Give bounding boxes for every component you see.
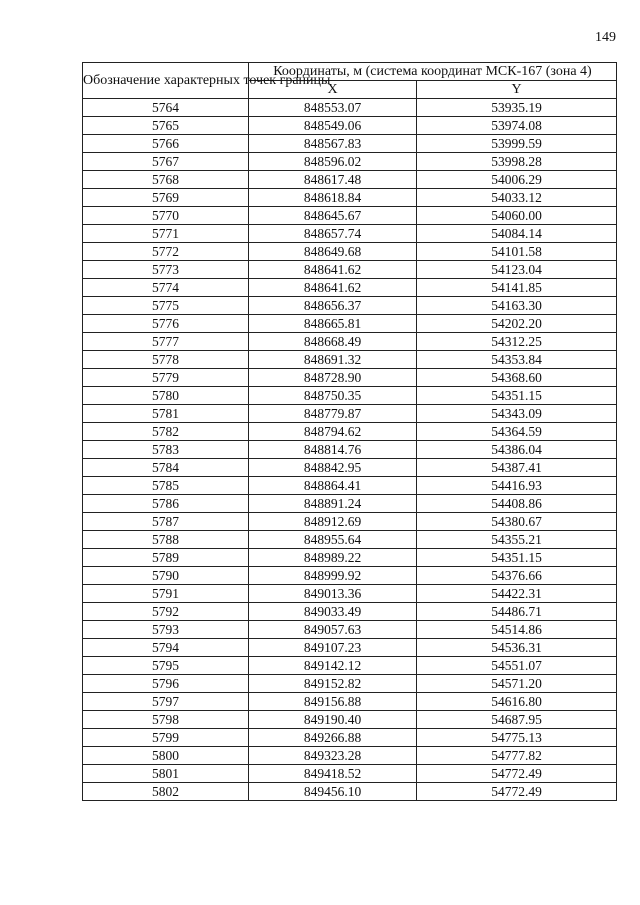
- table-row: [83, 585, 617, 603]
- table-row: [83, 783, 617, 801]
- point-id-cell: 5789: [83, 549, 249, 567]
- point-id-cell: 5779: [83, 369, 249, 387]
- y-coordinate-cell: 54202.20: [417, 315, 617, 333]
- x-coordinate-cell: 849266.88: [249, 729, 417, 747]
- y-coordinate-cell: 54368.60: [417, 369, 617, 387]
- x-coordinate-cell: 848549.06: [249, 117, 417, 135]
- x-coordinate-cell: 848665.81: [249, 315, 417, 333]
- table-row: [83, 765, 617, 783]
- page-number: 149: [595, 30, 616, 45]
- y-coordinate-cell: 54422.31: [417, 585, 617, 603]
- y-coordinate-cell: 54777.82: [417, 747, 617, 765]
- y-coordinate-cell: 54536.31: [417, 639, 617, 657]
- table-row: [83, 351, 617, 369]
- x-coordinate-cell: 848596.02: [249, 153, 417, 171]
- point-id-cell: 5798: [83, 711, 249, 729]
- table-row: [83, 423, 617, 441]
- y-coordinate-cell: 54123.04: [417, 261, 617, 279]
- table-row: [83, 405, 617, 423]
- point-id-cell: 5791: [83, 585, 249, 603]
- x-coordinate-cell: 848553.07: [249, 99, 417, 117]
- point-id-cell: 5797: [83, 693, 249, 711]
- y-coordinate-cell: 54101.58: [417, 243, 617, 261]
- x-coordinate-cell: 848842.95: [249, 459, 417, 477]
- point-id-cell: 5785: [83, 477, 249, 495]
- x-coordinate-cell: 848691.32: [249, 351, 417, 369]
- table-row: [83, 387, 617, 405]
- table-row: [83, 459, 617, 477]
- y-coordinate-cell: 54355.21: [417, 531, 617, 549]
- x-coordinate-cell: 848814.76: [249, 441, 417, 459]
- table-row: [83, 495, 617, 513]
- y-coordinate-cell: 53999.59: [417, 135, 617, 153]
- y-coordinate-cell: 54351.15: [417, 549, 617, 567]
- table-header: [83, 63, 617, 99]
- y-coordinate-cell: 54775.13: [417, 729, 617, 747]
- x-coordinate-cell: 848989.22: [249, 549, 417, 567]
- table-row: [83, 639, 617, 657]
- table-row: [83, 549, 617, 567]
- x-coordinate-cell: 848728.90: [249, 369, 417, 387]
- point-id-cell: 5774: [83, 279, 249, 297]
- x-coordinate-cell: 849057.63: [249, 621, 417, 639]
- point-id-cell: 5777: [83, 333, 249, 351]
- y-coordinate-cell: 54060.00: [417, 207, 617, 225]
- table-row: [83, 297, 617, 315]
- table-row: [83, 189, 617, 207]
- table-body: [83, 99, 617, 801]
- y-coordinate-cell: 54514.86: [417, 621, 617, 639]
- point-id-cell: 5792: [83, 603, 249, 621]
- y-coordinate-cell: 53974.08: [417, 117, 617, 135]
- y-coordinate-cell: 54312.25: [417, 333, 617, 351]
- table-row: [83, 369, 617, 387]
- y-coordinate-cell: 54571.20: [417, 675, 617, 693]
- y-coordinate-cell: 54408.86: [417, 495, 617, 513]
- x-coordinate-cell: 848649.68: [249, 243, 417, 261]
- x-coordinate-cell: 848618.84: [249, 189, 417, 207]
- y-coordinate-cell: 54163.30: [417, 297, 617, 315]
- table-row: [83, 729, 617, 747]
- y-coordinate-cell: 54416.93: [417, 477, 617, 495]
- table-row: [83, 621, 617, 639]
- table-row: [83, 513, 617, 531]
- point-id-cell: 5772: [83, 243, 249, 261]
- point-id-cell: 5787: [83, 513, 249, 531]
- y-coordinate-cell: 54772.49: [417, 765, 617, 783]
- y-coordinate-cell: 54551.07: [417, 657, 617, 675]
- y-coordinate-cell: 54772.49: [417, 783, 617, 801]
- x-coordinate-cell: 849152.82: [249, 675, 417, 693]
- x-coordinate-cell: 848641.62: [249, 261, 417, 279]
- point-id-cell: 5771: [83, 225, 249, 243]
- x-coordinate-cell: 848617.48: [249, 171, 417, 189]
- x-coordinate-cell: 848912.69: [249, 513, 417, 531]
- point-id-cell: 5768: [83, 171, 249, 189]
- point-id-cell: 5802: [83, 783, 249, 801]
- point-id-cell: 5786: [83, 495, 249, 513]
- x-coordinate-cell: 848656.37: [249, 297, 417, 315]
- x-coordinate-cell: 848864.41: [249, 477, 417, 495]
- point-id-cell: 5764: [83, 99, 249, 117]
- point-id-cell: 5770: [83, 207, 249, 225]
- x-coordinate-cell: 849156.88: [249, 693, 417, 711]
- header-x: X: [249, 81, 417, 99]
- x-coordinate-cell: 849456.10: [249, 783, 417, 801]
- x-coordinate-cell: 849190.40: [249, 711, 417, 729]
- table-row: [83, 477, 617, 495]
- x-coordinate-cell: 848891.24: [249, 495, 417, 513]
- point-id-cell: 5766: [83, 135, 249, 153]
- x-coordinate-cell: 848645.67: [249, 207, 417, 225]
- table-row: [83, 657, 617, 675]
- x-coordinate-cell: 848955.64: [249, 531, 417, 549]
- point-id-cell: 5782: [83, 423, 249, 441]
- table-row: [83, 153, 617, 171]
- table-row: [83, 243, 617, 261]
- y-coordinate-cell: 54486.71: [417, 603, 617, 621]
- point-id-cell: 5795: [83, 657, 249, 675]
- table-row: [83, 171, 617, 189]
- point-id-cell: 5776: [83, 315, 249, 333]
- point-id-cell: 5788: [83, 531, 249, 549]
- table-row: [83, 675, 617, 693]
- x-coordinate-cell: 849323.28: [249, 747, 417, 765]
- x-coordinate-cell: 848794.62: [249, 423, 417, 441]
- table-row: [83, 99, 617, 117]
- table-row: [83, 531, 617, 549]
- x-coordinate-cell: 849013.36: [249, 585, 417, 603]
- x-coordinate-cell: 849033.49: [249, 603, 417, 621]
- y-coordinate-cell: 54141.85: [417, 279, 617, 297]
- point-id-cell: 5783: [83, 441, 249, 459]
- y-coordinate-cell: 54006.29: [417, 171, 617, 189]
- point-id-cell: 5796: [83, 675, 249, 693]
- table-row: [83, 279, 617, 297]
- point-id-cell: 5767: [83, 153, 249, 171]
- header-y: Y: [417, 81, 617, 99]
- point-id-cell: 5769: [83, 189, 249, 207]
- table-row: [83, 315, 617, 333]
- point-id-cell: 5778: [83, 351, 249, 369]
- x-coordinate-cell: 849418.52: [249, 765, 417, 783]
- point-id-cell: 5790: [83, 567, 249, 585]
- y-coordinate-cell: 54343.09: [417, 405, 617, 423]
- table-row: [83, 225, 617, 243]
- table-row: [83, 693, 617, 711]
- y-coordinate-cell: 54386.04: [417, 441, 617, 459]
- y-coordinate-cell: 54616.80: [417, 693, 617, 711]
- y-coordinate-cell: 53935.19: [417, 99, 617, 117]
- x-coordinate-cell: 849107.23: [249, 639, 417, 657]
- point-id-cell: 5800: [83, 747, 249, 765]
- table-row: [83, 117, 617, 135]
- table-row: [83, 711, 617, 729]
- point-id-cell: 5801: [83, 765, 249, 783]
- y-coordinate-cell: 54033.12: [417, 189, 617, 207]
- x-coordinate-cell: 848779.87: [249, 405, 417, 423]
- point-id-cell: 5781: [83, 405, 249, 423]
- point-id-cell: 5775: [83, 297, 249, 315]
- point-id-cell: 5794: [83, 639, 249, 657]
- table-row: [83, 333, 617, 351]
- header-point-label: Обозначение характерных точек границы: [83, 63, 249, 99]
- table-row: [83, 441, 617, 459]
- point-id-cell: 5784: [83, 459, 249, 477]
- point-id-cell: 5799: [83, 729, 249, 747]
- header-coordinates-group: Координаты, м (система координат МСК-167 (зона 4): [249, 63, 617, 81]
- point-id-cell: 5773: [83, 261, 249, 279]
- x-coordinate-cell: 848657.74: [249, 225, 417, 243]
- x-coordinate-cell: 848750.35: [249, 387, 417, 405]
- x-coordinate-cell: 848999.92: [249, 567, 417, 585]
- point-id-cell: 5793: [83, 621, 249, 639]
- table-row: [83, 747, 617, 765]
- x-coordinate-cell: 848567.83: [249, 135, 417, 153]
- y-coordinate-cell: 54387.41: [417, 459, 617, 477]
- x-coordinate-cell: 848668.49: [249, 333, 417, 351]
- y-coordinate-cell: 54380.67: [417, 513, 617, 531]
- table-row: [83, 603, 617, 621]
- y-coordinate-cell: 54687.95: [417, 711, 617, 729]
- x-coordinate-cell: 848641.62: [249, 279, 417, 297]
- table-row: [83, 135, 617, 153]
- y-coordinate-cell: 54351.15: [417, 387, 617, 405]
- point-id-cell: 5765: [83, 117, 249, 135]
- y-coordinate-cell: 54084.14: [417, 225, 617, 243]
- y-coordinate-cell: 53998.28: [417, 153, 617, 171]
- y-coordinate-cell: 54376.66: [417, 567, 617, 585]
- y-coordinate-cell: 54364.59: [417, 423, 617, 441]
- coordinates-table: [82, 62, 617, 801]
- y-coordinate-cell: 54353.84: [417, 351, 617, 369]
- table-row: [83, 261, 617, 279]
- table-row: [83, 567, 617, 585]
- x-coordinate-cell: 849142.12: [249, 657, 417, 675]
- table-row: [83, 207, 617, 225]
- point-id-cell: 5780: [83, 387, 249, 405]
